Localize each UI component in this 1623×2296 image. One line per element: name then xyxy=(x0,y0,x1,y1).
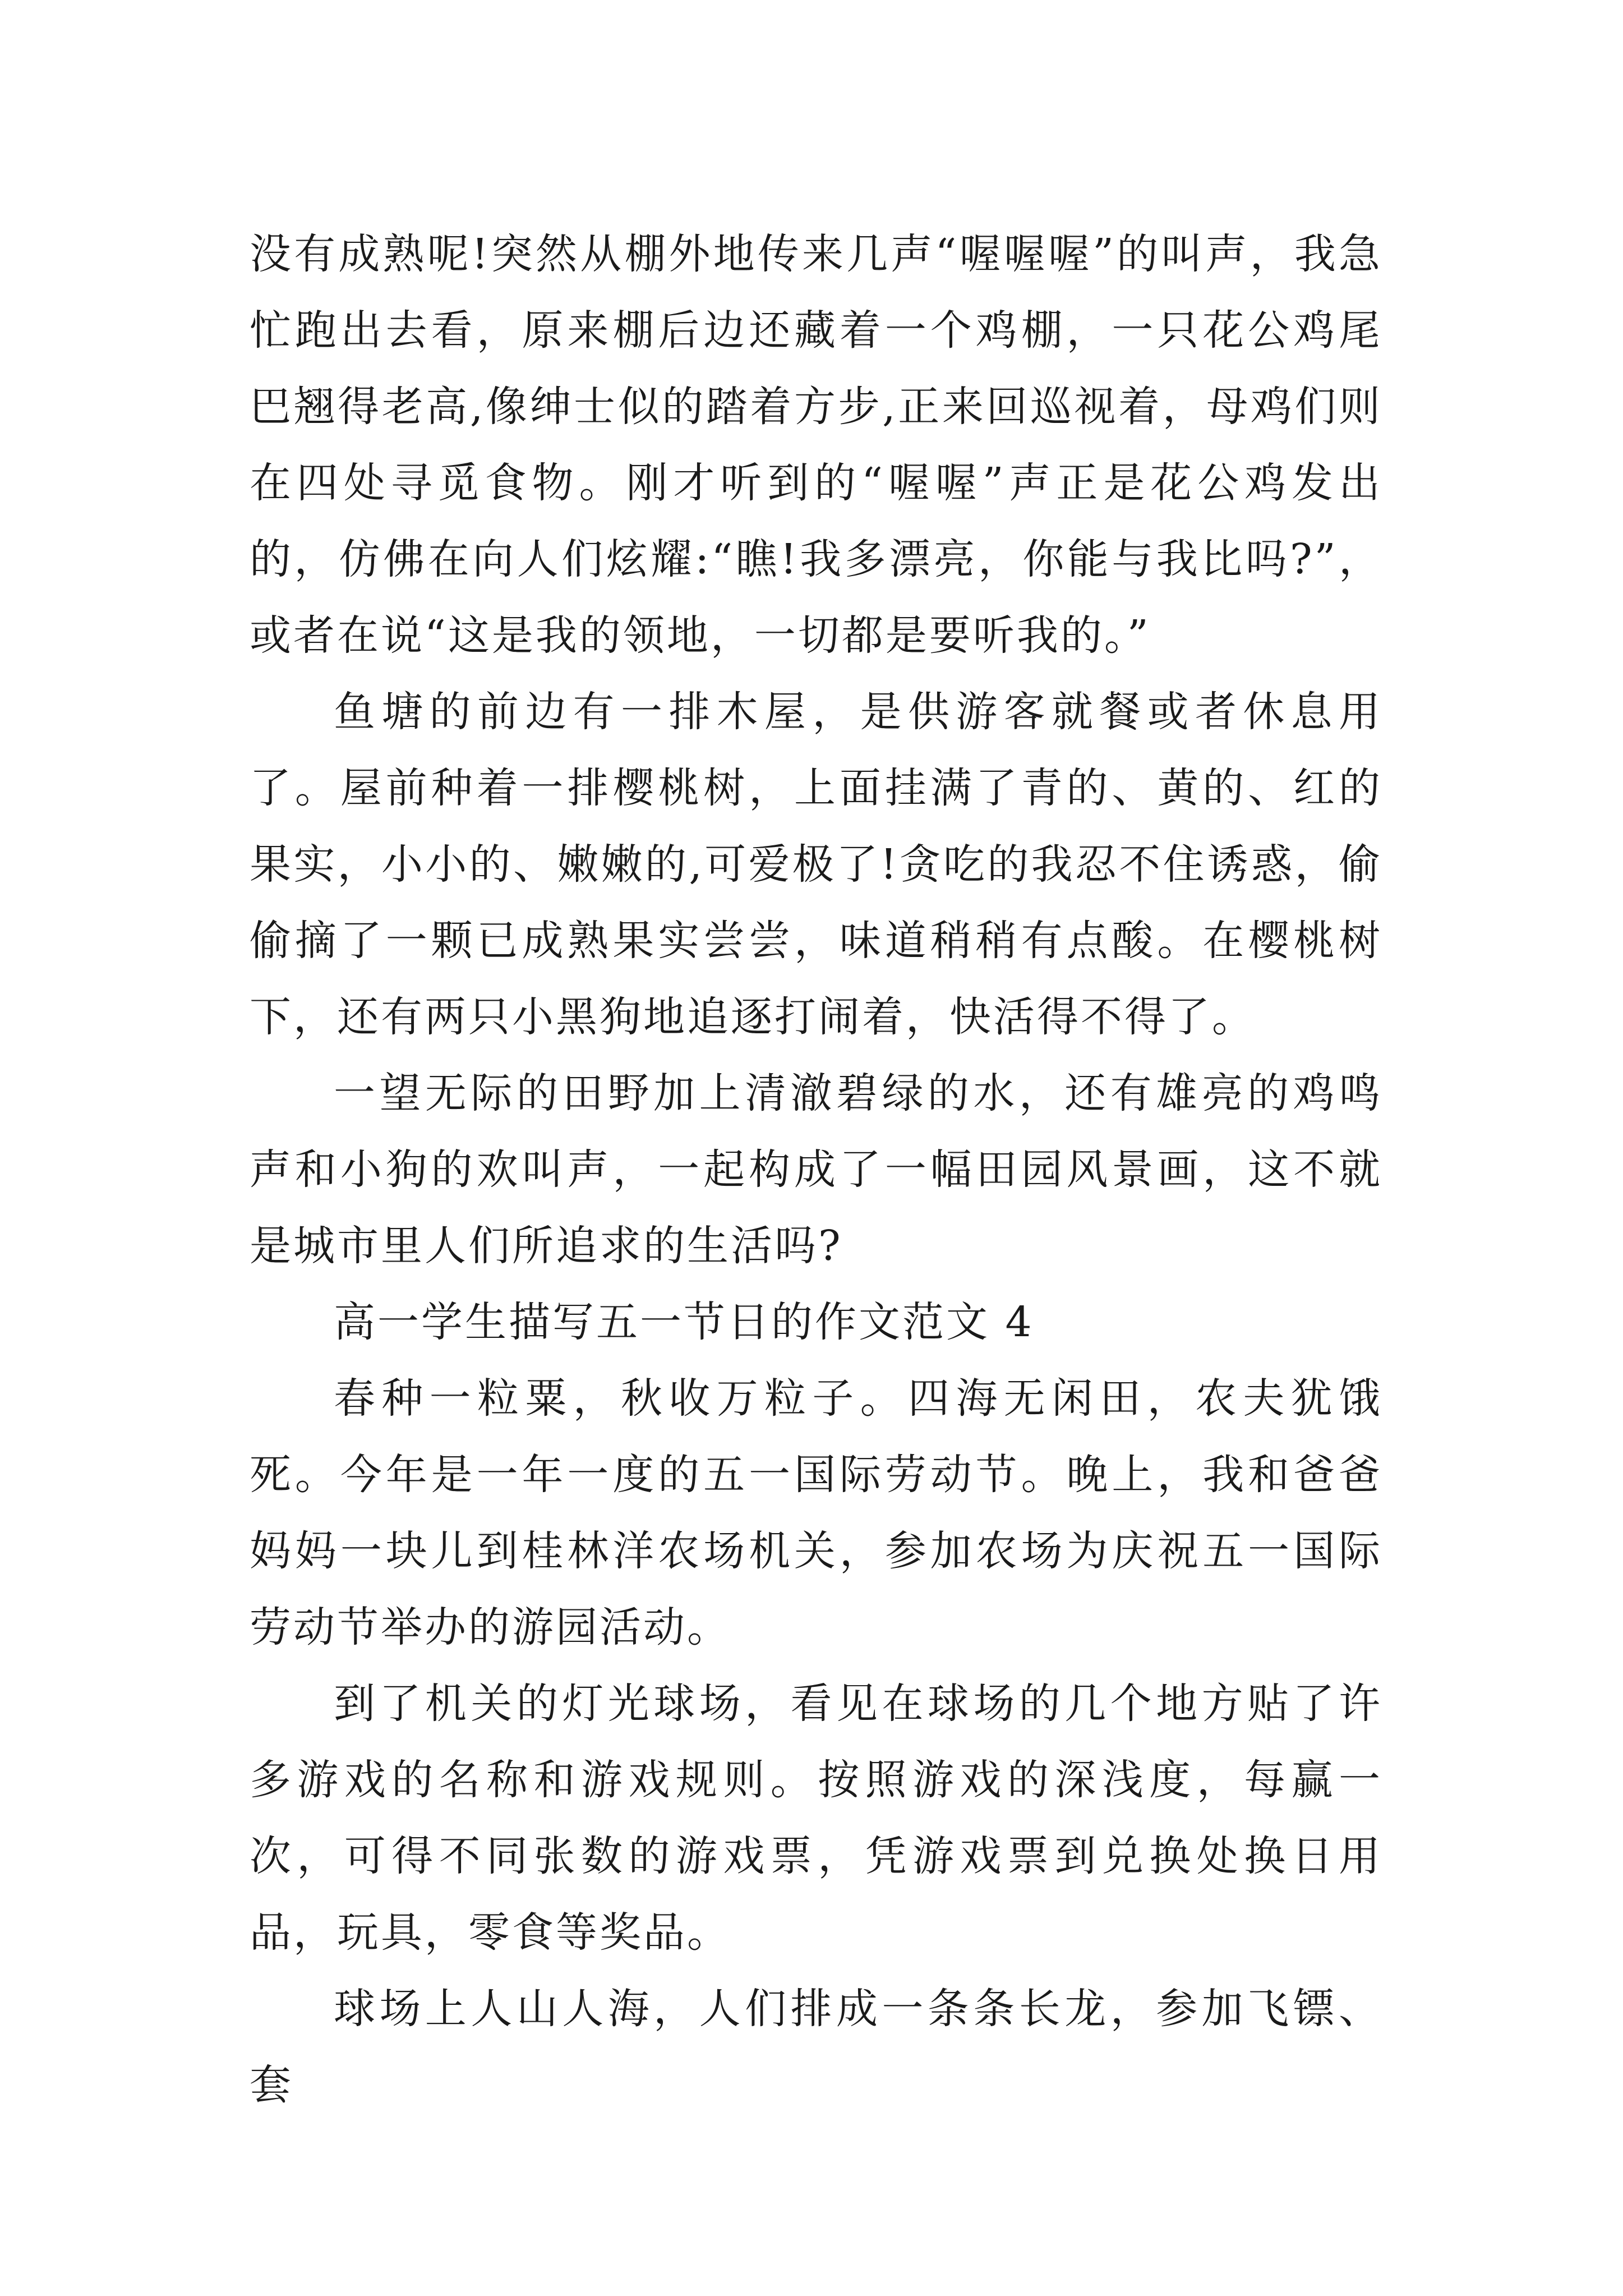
paragraph-pastoral: 一望无际的田野加上清澈碧绿的水，还有雄亮的鸡鸣声和小狗的欢叫声，一起构成了一幅田园风景画，这不就是城市里人们所追求的生活吗? xyxy=(250,1069,1382,1270)
paragraph-labor-day: 春种一粒粟，秋收万粒子。四海无闲田，农夫犹饿死。今年是一年一度的五一国际劳动节。晚上，我和爸爸妈妈一块儿到桂林洋农场机关，参加农场为庆祝五一国际劳动节举办的游园活动。 xyxy=(250,1374,1382,1651)
article-body xyxy=(250,216,1382,2123)
paragraph-rooster: 没有成熟呢!突然从棚外地传来几声“喔喔喔”的叫声，我急忙跑出去看，原来棚后边还藏着一个鸡棚，一只花公鸡尾巴翘得老高,像绅士似的踏着方步,正来回巡视着，母鸡们则在四处寻觅食物。刚才听到的“喔喔”声正是花公鸡发出的，仿佛在向人们炫耀:“瞧!我多漂亮，你能与我比吗?”，或者在说“这是我的领地，一切都是要听我的。” xyxy=(250,230,1382,660)
paragraph-games: 到了机关的灯光球场，看见在球场的几个地方贴了许多游戏的名称和游戏规则。按照游戏的深浅度，每赢一次，可得不同张数的游戏票，凭游戏票到兑换处换日用品，玩具，零食等奖品。 xyxy=(250,1680,1382,1957)
paragraph-crowd: 球场上人山人海，人们排成一条条长龙，参加飞镖、套 xyxy=(250,1985,1382,2109)
section-heading: 高一学生描写五一节日的作文范文 4 xyxy=(334,1298,1034,1346)
paragraph-cabins: 鱼塘的前边有一排木屋，是供游客就餐或者休息用了。屋前种着一排樱桃树，上面挂满了青的、黄的、红的果实，小小的、嫩嫩的,可爱极了!贪吃的我忍不住诱惑，偷偷摘了一颗已成熟果实尝尝，味道稍稍有点酸。在樱桃树下，还有两只小黑狗地追逐打闹着，快活得不得了。 xyxy=(250,688,1382,1041)
